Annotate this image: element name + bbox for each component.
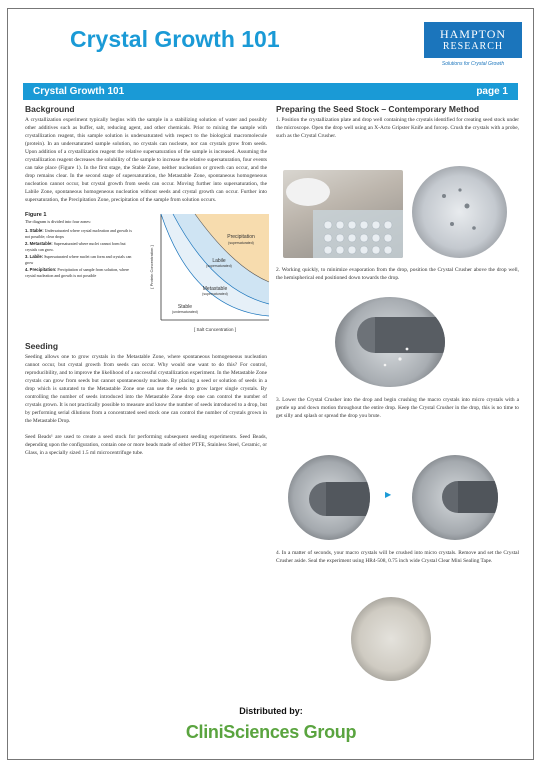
figure-item: 4. Precipitation: Precipitation of sample from solution, where crystal nucleation and growth is not possible [25,267,129,278]
right-column [276,104,519,140]
distributor-logo: CliniSciences Group [185,722,357,742]
label-stable: Stable [177,304,193,310]
step-2-text: 2. Working quickly, to minimize evaporation from the drop, position the Crystal Crusher above the drop well, the hemispherical end positioned down towards the drop. [276,267,519,281]
label-metastable-sub: (supersaturated) [202,292,228,296]
step-1-text: 1. Position the crystallization plate and drop well containing the crystals identified for creating seed stock under the microscope. Open the drop well using an X-Acto Gripster Knife and forcep. Crush the crystals with a probe, such as the Crystal Crusher. [276,117,519,139]
section-bar [23,83,518,100]
label-precipitation: Precipitation [227,234,255,240]
x-axis-label: [ Salt Concentration ] [193,327,237,332]
seeding-text: Seeding allows one to grow crystals in the Metastable Zone, where spontaneous homogeneous nucleation cannot occur, but crystal growth from seeds can occur. Why would one want to do this? For control, reproducibility, and to improve the likelihood of a successful crystallization experiment. In the Metastable Zone crystals can grow from seeds but cannot spontaneously nucleate. By placing a seed or solution of seeds in a drop which is saturated to the Metastable Zone one can use the seeds to grow larger single crystals. By controlling the number of seeds introduced into the Metastable Zone drop one can control the number of crystals grown. It is not practically possible to measure and know the number of seeds introduced to a drop, but by performing serial dilutions from a concentrated seed stock one can control the number of crystals grown in the Metastable Drop. [25,354,267,424]
label-stable-sub: (undersaturated) [172,310,198,314]
background-heading: Background [25,104,75,114]
bar-title: Crystal Growth 101 [33,86,125,97]
logo-box [424,22,522,58]
logo-line2: RESEARCH [442,41,504,53]
background-text: A crystallization experiment typically begins with the sample in a stabilizing solution of water and possibly other additives such as buffer, salt, reducing agent, and other chemicals. Prior to mixing the sample with crystallization reagent, this sample solution is undersaturated with respect to the biological macromolecule (protein). In an undersaturated sample solution, no crystals can nucleate, nor can crystals grow from seeds. Upon addition of a crystallization reagent the relative supersaturation of the sample is increased. Assuming the crystallization reagent decreases the solubility of the sample to increase the relative supersaturation, four events can take place (Figure 1). In the first stage, the Stable Zone, neither nucleation or growth can occur, and the drop remains clear. In the second stage of supersaturation, the Metastable Zone, spontaneous homogeneous nucleation cannot occur, but crystal growth from seeds can occur. Moving further into supersaturation, the Labile Zone, spontaneous homogeneous nucleation without seeds and crystal growth can occur. Further into supersaturation, the Precipitation Zone, precipitation of the sample from solution occurs. [25,117,267,203]
label-metastable: Metastable [202,286,228,292]
step-3 [276,396,519,420]
seed-beads-text: Seed Beads¹ are used to create a seed stock for performing subsequent seeding experiments. Seed Beads, depending upon the configuration, contain one or more beads made of either PTFE, Stainless Steel, Ceramic, or Glass, in a specially sized 1.5 ml microcentrifuge tube. [25,434,267,456]
seed-stock-heading: Preparing the Seed Stock – Contemporary Method [276,104,480,114]
step-2 [276,266,519,282]
phase-diagram [143,212,271,337]
label-precipitation-sub: (supersaturated) [228,241,254,245]
step-3-text: 3. Lower the Crystal Crusher into the drop and begin crushing the macro crystals into micro crystals with a gentle up and down motion throughout the entire drop. Keep the Crystal Crusher in the drop, this is no time to get silly and splash or spread the drop you brute. [276,397,519,419]
step-4-text: 4. In a matter of seconds, your macro crystals will be crushed into micro crystals. Remove and set the Crystal Crusher aside. Seal the experiment using HR4-508, 0.75 inch wide Crystal Clear Mini Sealing Tape. [276,550,519,564]
photo-micro-crystals [351,597,431,681]
figure-caption [25,212,137,280]
photo-plate-with-gloves [283,170,403,258]
left-column [25,104,267,457]
page-number: page 1 [476,86,508,97]
logo-line1: HAMPTON [439,26,507,41]
seeding-heading: Seeding [25,341,59,351]
photo-crusher-above-drop [335,297,445,387]
logo-tagline: Solutions for Crystal Growth [441,61,505,67]
figure-1 [25,212,267,337]
figure-item: 3. Labile: Supersaturated where nuclei can form and crystals can grow [25,254,132,265]
photo-crushing-after [412,455,498,540]
page-title: Crystal Growth 101 [70,26,280,52]
label-labile-sub: (supersaturated) [206,264,232,268]
y-axis-label: [ Protein Concentration ] [149,245,154,289]
photo-crushing-before [288,455,370,540]
figure-item: 1. Stable: Undersaturated where crystal nucleation and growth is not possible; clear drops [25,228,132,239]
distributed-by-label: Distributed by: [239,706,303,716]
figure-desc: The diagram is divided into four zones: [25,219,92,224]
step-4 [276,549,519,565]
label-labile: Labile [212,258,226,264]
figure-title: Figure 1 [25,212,47,218]
figure-item: 2. Metastable: Supersaturated where nuclei cannot form but crystals can grow. [25,241,126,252]
arrow-icon: ▶ [385,490,392,499]
photo-drop-crystals [412,166,507,258]
hampton-research-logo [424,22,522,74]
